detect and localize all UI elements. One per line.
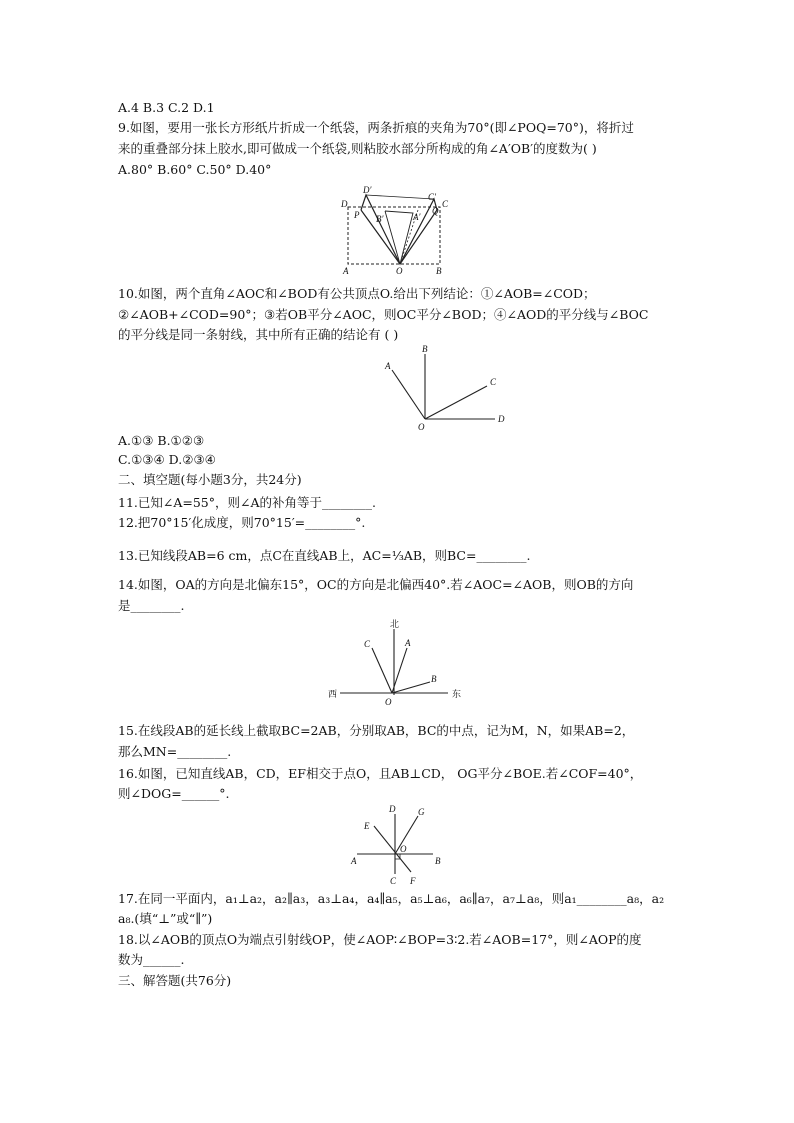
q16-line2: 则∠DOG=______°.	[118, 786, 230, 801]
ray-oc	[425, 386, 487, 419]
folded-left-flap	[361, 195, 400, 264]
ray-og	[395, 816, 418, 854]
label-e: E	[364, 821, 370, 831]
right-angles-figure	[380, 342, 510, 432]
ray-oc	[372, 648, 392, 693]
q10-stem-line1: 10.如图，两个直角∠AOC和∠BOD有公共顶点O.给出下列结论：①∠AOB=∠COD；	[118, 286, 596, 301]
label-a: A	[351, 856, 357, 866]
q13: 13.已知线段AB=6 cm，点C在直线AB上，AC=⅓AB，则BC=________.	[118, 548, 531, 563]
q12: 12.把70°15′化成度，则70°15′=________°.	[118, 515, 366, 530]
q11: 11.已知∠A=55°，则∠A的补角等于________.	[118, 495, 376, 510]
label-o: O	[385, 697, 392, 707]
q17-line1: 17.在同一平面内，a₁⊥a₂，a₂∥a₃，a₃⊥a₄，a₄∥a₅，a₅⊥a₆，a₆∥a₇，a₇⊥a₈，则a₁________a₈，a₂	[118, 891, 665, 906]
label-b: B	[436, 266, 442, 276]
label-b: B	[422, 344, 428, 354]
q8-options: A.4 B.3 C.2 D.1	[118, 100, 215, 115]
label-d: D	[341, 199, 348, 209]
q9-options: A.80° B.60° C.50° D.40°	[118, 162, 272, 177]
intersecting-lines-figure	[345, 802, 455, 887]
ray-ob	[392, 682, 430, 693]
label-q: Q	[432, 206, 439, 216]
q10-stem-line3: 的平分线是同一条射线，其中所有正确的结论有 ( )	[118, 327, 399, 342]
overlap-edge-top	[366, 195, 434, 199]
label-a: A	[405, 638, 411, 648]
label-c: C	[442, 199, 449, 209]
q14-line2: 是________.	[118, 598, 185, 613]
label-g: G	[418, 807, 425, 817]
label-d: D	[498, 414, 505, 424]
compass-figure	[320, 617, 470, 709]
fold-figure	[330, 183, 460, 278]
label-c-prime: C′	[428, 192, 436, 202]
label-a: A	[343, 266, 349, 276]
label-north: 北	[390, 620, 400, 630]
label-d: D	[389, 804, 396, 814]
label-o: O	[418, 422, 425, 432]
q15-line2: 那么MN=________.	[118, 744, 232, 759]
label-b-prime: B′	[376, 214, 384, 224]
label-d-prime: D′	[363, 185, 372, 195]
q17-line2: a₈.(填“⊥”或“∥”)	[118, 911, 213, 926]
section-solutions: 三、解答题(共76分)	[118, 973, 232, 988]
label-b: B	[435, 856, 441, 866]
q16-line1: 16.如图，已知直线AB，CD，EF相交于点O，且AB⊥CD， OG平分∠BOE.若∠COF=40°，	[118, 766, 643, 781]
label-f: F	[410, 876, 416, 886]
label-c: C	[490, 377, 497, 387]
label-east: 东	[452, 690, 462, 700]
label-c: C	[364, 639, 371, 649]
q10-stem-line2: ②∠AOB+∠COD=90°；③若OB平分∠AOC，则OC平分∠BOD；④∠AOD的平分线与∠BOC	[118, 307, 649, 322]
label-o: O	[400, 844, 407, 854]
section-fill-in: 二、填空题(每小题3分，共24分)	[118, 472, 302, 487]
q9-stem-line2: 来的重叠部分抹上胶水,即可做成一个纸袋,则粘胶水部分所构成的角∠A′OB′的度数为( )	[118, 141, 597, 156]
q18-line1: 18.以∠AOB的顶点O为端点引射线OP，使∠AOP∶∠BOP=3∶2.若∠AOB=17°，则∠AOP的度	[118, 932, 642, 947]
label-west: 西	[328, 690, 338, 700]
q14-line1: 14.如图，OA的方向是北偏东15°，OC的方向是北偏西40°.若∠AOC=∠AOB，则OB的方向	[118, 577, 634, 592]
label-c: C	[390, 876, 397, 886]
label-a-prime: A′	[413, 212, 421, 222]
q18-line2: 数为______.	[118, 952, 185, 967]
label-a: A	[385, 361, 391, 371]
label-b: B	[431, 674, 437, 684]
ray-oa	[392, 370, 425, 419]
label-o: O	[396, 266, 403, 276]
q9-stem-line1: 9.如图，要用一张长方形纸片折成一个纸袋，两条折痕的夹角为70°(即∠POQ=70°)，将折过	[118, 120, 634, 135]
q15-line1: 15.在线段AB的延长线上截取BC=2AB，分别取AB，BC的中点，记为M，N，如果AB=2，	[118, 723, 635, 738]
q10-options-cd: C.①③④ D.②③④	[118, 452, 216, 467]
q10-options-ab: A.①③ B.①②③	[118, 433, 205, 448]
label-p: P	[354, 210, 360, 220]
